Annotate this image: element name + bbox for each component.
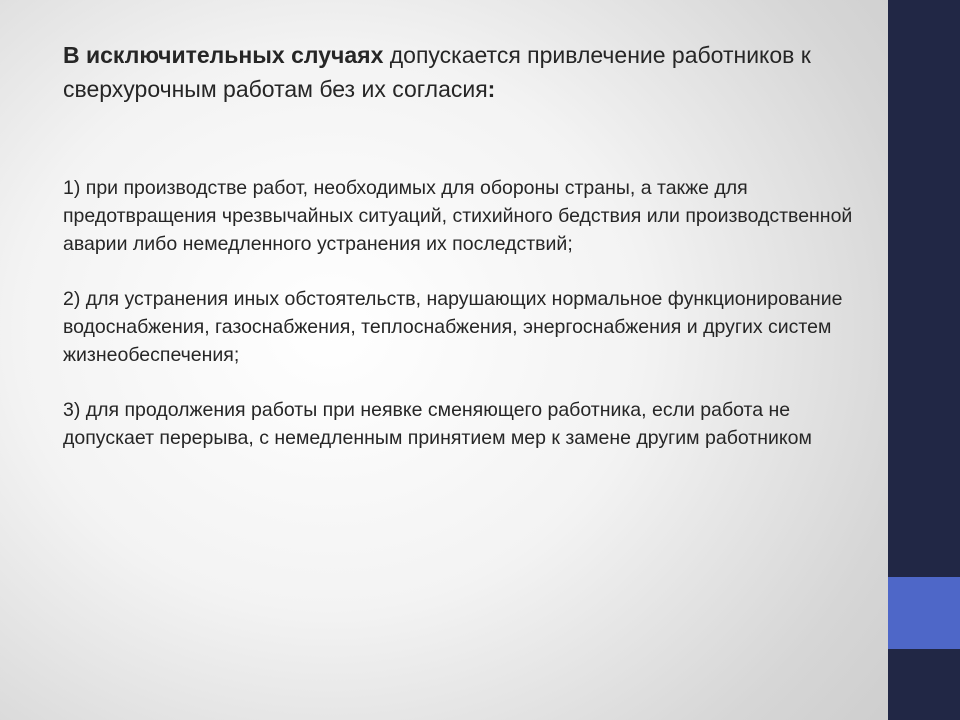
side-accent-block bbox=[888, 577, 960, 649]
slide-title bbox=[63, 38, 863, 106]
title-bold-part: В исключительных случаях bbox=[63, 42, 384, 68]
title-colon: : bbox=[487, 76, 496, 102]
list-item-2: 2) для устранения иных обстоятельств, нарушающих нормальное функционирование водоснабжения, газоснабжения, теплоснабжения, энергоснабжения и других систем жизнеобеспечения; bbox=[63, 288, 843, 366]
title-regular-part: допускается привлечение работников к сверхурочным работам без их согласия bbox=[63, 42, 811, 102]
list-item-3: 3) для продолжения работы при неявке сменяющего работника, если работа не допускает перерыва, с немедленным принятием мер к замене другим работником bbox=[63, 399, 812, 449]
list-item-1: 1) при производстве работ, необходимых для обороны страны, а также для предотвращения чрезвычайных ситуаций, стихийного бедствия или производственной аварии либо немедленного устранения их последствий; bbox=[63, 177, 853, 255]
slide-body bbox=[63, 174, 863, 479]
